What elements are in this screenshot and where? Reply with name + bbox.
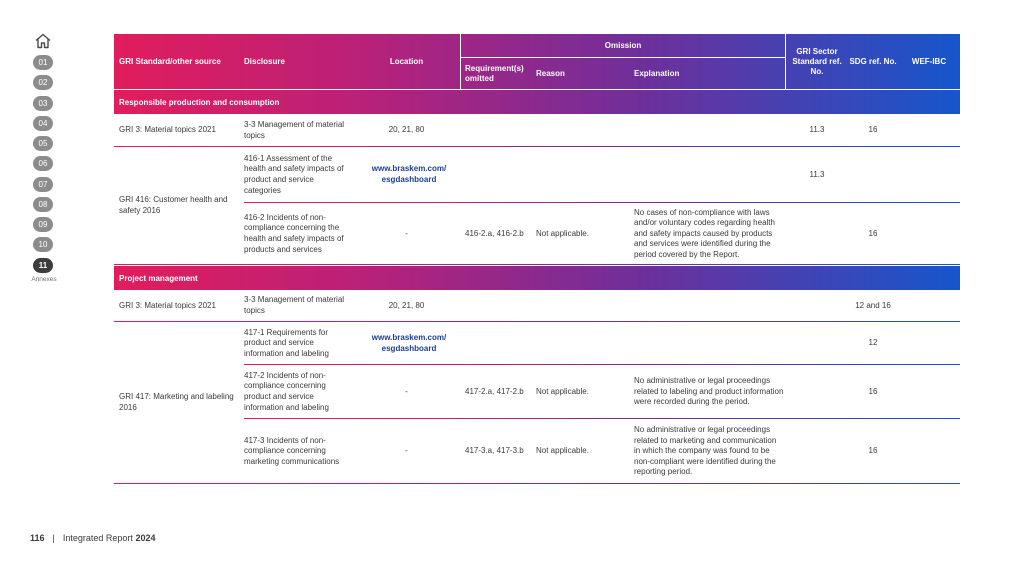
gri-sector-cell: 11.3 — [809, 169, 825, 179]
page-number: 116 — [30, 533, 45, 543]
esg-dashboard-link[interactable]: www.braskem.com/ esgdashboard — [371, 332, 447, 353]
section-title: Responsible production and consumption — [114, 90, 960, 114]
disclosure-cell: 417-2 Incidents of non-compliance concerning product and service information and labeling — [244, 370, 329, 412]
header-explanation: Explanation — [634, 68, 680, 78]
gri-standard-cell: GRI 417: Marketing and labeling 2016 — [119, 392, 234, 412]
chapter-10-button[interactable]: 10 — [33, 237, 53, 252]
header-reason: Reason — [536, 68, 565, 78]
header-gri-sector: GRI Sector Standard ref. No. — [792, 46, 842, 76]
explanation-cell: No administrative or legal proceedings related to marketing and communication in which the company was found to be non-compliant were identified during the reporting period. — [634, 425, 777, 477]
page-footer — [30, 533, 155, 543]
table-row — [244, 203, 960, 265]
table-row — [114, 290, 960, 322]
chapter-07-button[interactable]: 07 — [33, 177, 53, 192]
table-row-group — [114, 322, 960, 484]
disclosure-cell: 417-1 Requirements for product and service information and labeling — [244, 327, 329, 358]
header-location: Location — [389, 56, 424, 66]
requirements-cell: 416-2.a, 416-2.b — [465, 228, 524, 238]
sdg-cell: 16 — [868, 446, 878, 456]
location-cell: - — [405, 228, 408, 238]
header-requirements-omitted: Requirement(s) omitted — [465, 63, 524, 83]
annexes-label: Annexes — [31, 276, 57, 283]
footer-divider: | — [52, 533, 55, 543]
gri-standard-cell: GRI 416: Customer health and safety 2016 — [119, 195, 228, 215]
chapter-05-button[interactable]: 05 — [33, 136, 53, 151]
header-omission: Omission — [604, 40, 642, 50]
section-title: Project management — [114, 266, 960, 290]
chapter-03-button[interactable]: 03 — [33, 96, 53, 111]
sdg-cell: 16 — [868, 125, 878, 135]
disclosure-cell: 417-3 Incidents of non-compliance concerning marketing communications — [244, 435, 340, 466]
table-row — [244, 322, 960, 365]
reason-cell: Not applicable. — [536, 446, 589, 456]
esg-dashboard-link[interactable]: www.braskem.com/ esgdashboard — [371, 164, 447, 184]
chapter-02-button[interactable]: 02 — [33, 75, 53, 90]
chapter-09-button[interactable]: 09 — [33, 217, 53, 232]
requirements-cell: 417-2.a, 417-2.b — [465, 386, 524, 396]
requirements-cell: 417-3.a, 417-3.b — [465, 446, 524, 456]
table-header — [114, 34, 960, 89]
chapter-06-button[interactable]: 06 — [33, 156, 53, 171]
table-row — [114, 114, 960, 147]
report-title: Integrated Report 2024 — [62, 533, 156, 543]
gri-sector-cell: 11.3 — [809, 125, 825, 135]
table-row-group — [114, 147, 960, 265]
home-icon[interactable] — [34, 32, 52, 50]
table-row — [244, 419, 960, 484]
disclosure-cell: 416-2 Incidents of non-compliance concerning the health and safety impacts of products and services — [244, 212, 344, 254]
table-row — [244, 365, 960, 419]
explanation-cell: No administrative or legal proceedings related to labeling and product information were recorded during the period. — [634, 376, 784, 407]
disclosure-cell: 416-1 Assessment of the health and safety impacts of product and service categories — [244, 153, 344, 195]
header-wef-ibc: WEF-IBC — [911, 56, 947, 66]
chapter-11-button[interactable]: 11 — [33, 258, 53, 273]
gri-standard-cell: GRI 3: Material topics 2021 — [119, 125, 216, 135]
gri-content-table — [114, 34, 960, 484]
sdg-cell: 12 — [868, 338, 878, 348]
reason-cell: Not applicable. — [536, 228, 589, 238]
reason-cell: Not applicable. — [536, 386, 589, 396]
header-disclosure: Disclosure — [244, 56, 285, 66]
location-cell: - — [405, 386, 408, 396]
sdg-cell: 16 — [868, 228, 878, 238]
sdg-cell: 16 — [868, 386, 878, 396]
explanation-cell: No cases of non-compliance with laws and/or voluntary codes regarding health and safety impacts caused by products and services were identified during the period covered by the Report. — [634, 207, 775, 259]
sdg-cell: 12 and 16 — [855, 300, 891, 310]
header-gri-standard: GRI Standard/other source — [119, 56, 221, 66]
table-row — [244, 147, 960, 203]
chapter-08-button[interactable]: 08 — [33, 197, 53, 212]
header-sdg: SDG ref. No. — [849, 56, 897, 66]
chapter-01-button[interactable]: 01 — [33, 55, 53, 70]
disclosure-cell: 3-3 Management of material topics — [244, 119, 345, 140]
chapter-04-button[interactable]: 04 — [33, 116, 53, 131]
gri-standard-cell: GRI 3: Material topics 2021 — [119, 300, 216, 310]
location-cell: 20, 21, 80 — [388, 125, 425, 135]
location-cell: - — [405, 446, 408, 456]
location-cell: 20, 21, 80 — [388, 300, 425, 310]
disclosure-cell: 3-3 Management of material topics — [244, 295, 345, 315]
